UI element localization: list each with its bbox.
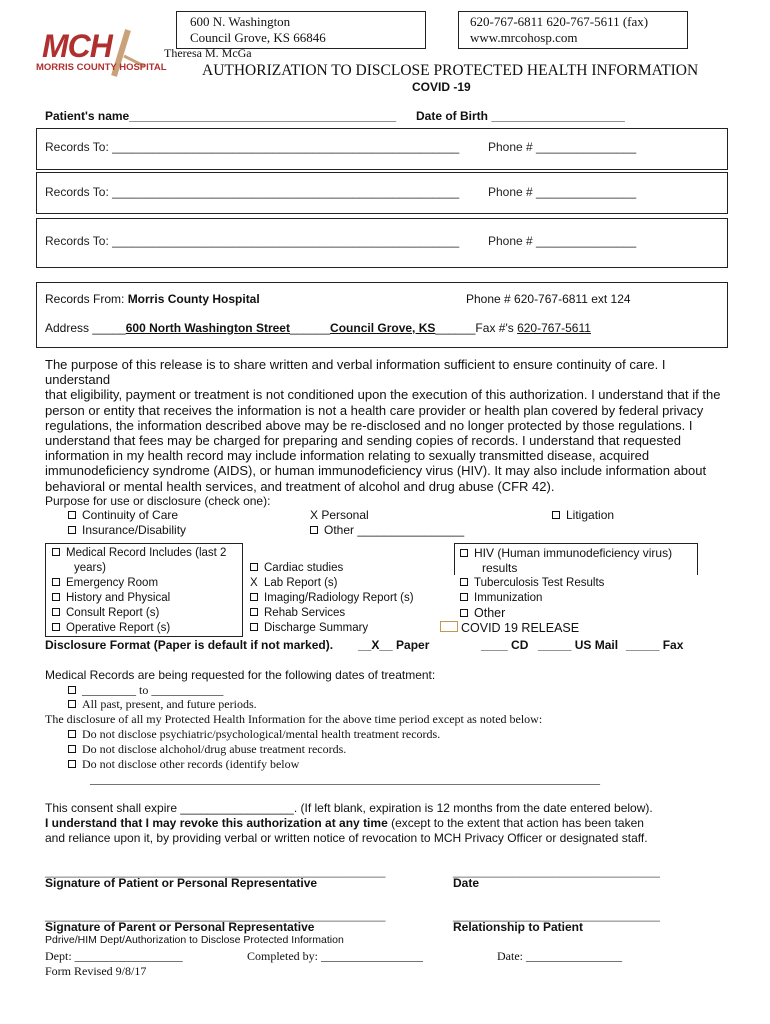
all-text: All past, present, and future periods. (82, 697, 257, 711)
records-to-phone-field[interactable]: Phone # _______________ (488, 185, 637, 199)
consent-notice: and reliance upon it, by providing verbal or written notice of revocation to MCH Privacy Officer or designated staff. (45, 831, 648, 845)
purpose-continuity[interactable] (68, 508, 178, 522)
date-label: Date (453, 876, 480, 890)
checkbox[interactable] (68, 526, 76, 534)
format-cd[interactable]: ____ CD (481, 638, 529, 652)
paragraph-line: understand that fees may be charged for preparing and sending copies of records. I understand that requested (45, 433, 681, 449)
format-paper[interactable]: __X__ Paper (358, 638, 430, 652)
address-line-2: Council Grove, KS 66846 (190, 30, 326, 45)
address-street: 600 North Washington Street (125, 321, 290, 335)
records-to-field[interactable]: Records To: ____________________________________________________ (45, 185, 460, 199)
item-label: Lab Report (s) (264, 577, 338, 589)
records-to-field[interactable]: Records To: ____________________________________________________ (45, 234, 460, 248)
record-type-item[interactable] (460, 591, 672, 606)
format-mail[interactable]: _____ US Mail (538, 638, 619, 652)
exclude-drug[interactable] (68, 742, 346, 757)
dates-all[interactable] (68, 697, 257, 712)
record-types-col1 (52, 546, 226, 636)
records-from-phone: Phone # 620-767-6811 ext 124 (466, 292, 631, 306)
records-from-row (45, 292, 260, 306)
hospital-logo (36, 26, 166, 84)
purpose-other[interactable] (310, 523, 464, 537)
dates-intro: Medical Records are being requested for the following dates of treatment: (45, 668, 436, 682)
item-label: years) (74, 562, 106, 574)
footer-dept[interactable]: Dept: __________________ (45, 949, 183, 963)
checkbox[interactable] (68, 511, 76, 519)
address-city: Council Grove, KS (330, 321, 436, 335)
dates-range[interactable] (68, 683, 223, 698)
purpose-litigation[interactable] (552, 508, 614, 522)
record-type-item[interactable] (250, 591, 414, 606)
record-type-item[interactable] (460, 606, 672, 621)
except-line: The disclosure of all my Protected Health Information for the above time period except as noted below: (45, 712, 543, 726)
phone-line: 620-767-6811 620-767-5611 (fax) (470, 14, 649, 29)
item-label: Imaging/Radiology Report (s) (264, 592, 414, 604)
identify-line[interactable]: _____________________________________________________________________________________ (90, 772, 600, 786)
record-type-item[interactable] (52, 576, 226, 591)
revoke-rest: (except to the extent that action has been taken (387, 816, 644, 830)
address-mid: ______ (289, 321, 331, 335)
paragraph-line: information in my health record may include information relating to sexually transmitted disease, acquired (45, 448, 650, 464)
page-title: AUTHORIZATION TO DISCLOSE PROTECTED HEALTH INFORMATION (202, 62, 699, 79)
option-text: Do not disclose other records (identify below (82, 757, 300, 771)
purpose-label: Insurance/Disability (82, 523, 187, 537)
range-text: _________ to ____________ (82, 683, 224, 697)
item-label: HIV (Human immunodeficiency virus) (474, 546, 673, 560)
purpose-personal[interactable]: X Personal (310, 508, 369, 522)
dob-field[interactable]: Date of Birth ____________________ (416, 109, 625, 123)
record-type-item[interactable] (52, 606, 226, 621)
purpose-heading: Purpose for use or disclosure (check one): (45, 494, 271, 508)
item-label: History and Physical (66, 592, 171, 604)
exclude-other[interactable] (68, 757, 299, 772)
revoke-bold: I understand that I may revoke this authorization at any time (45, 816, 388, 830)
sig-parent-label: Signature of Parent or Personal Representative (45, 920, 315, 934)
records-from-address (45, 321, 591, 335)
record-type-item (52, 561, 226, 576)
records-from-value: Morris County Hospital (127, 292, 260, 306)
footer-revised: Form Revised 9/8/17 (45, 964, 147, 978)
relationship-line[interactable]: _______________________________ (453, 908, 660, 922)
footer-completed[interactable]: Completed by: _________________ (247, 949, 423, 963)
signature-line[interactable]: ___________________________________________________ (45, 864, 386, 878)
address-suffix: ______Fax #'s (435, 321, 518, 335)
paragraph-line: that eligibility, payment or treatment is not conditioned upon the execution of this authorization. I understand that if the (45, 387, 721, 403)
paragraph-line: regulations, the information described above may be re-disclosed and no longer protected by those regulations. I (45, 417, 693, 433)
checked-mark: X (250, 577, 258, 589)
item-label: Immunization (474, 592, 543, 604)
paragraph-line: The purpose of this release is to share written and verbal information sufficient to ensure continuity of care. I understand (45, 357, 666, 388)
consent-revoke (45, 816, 644, 830)
disclosure-format-label: Disclosure Format (Paper is default if not marked). (45, 638, 334, 652)
web-line: www.mrcohosp.com (470, 30, 578, 45)
record-types-col2 (250, 561, 414, 636)
paragraph-line: person or entity that receives the information is not a health care provider or health plan covered by federal privacy (45, 402, 704, 418)
footer-path: Pdrive/HIM Dept/Authorization to Disclose Protected Information (45, 934, 344, 946)
purpose-insurance[interactable] (68, 523, 186, 537)
item-label: Other (474, 606, 506, 620)
checkbox[interactable] (552, 511, 560, 519)
records-from-label: Records From: (45, 292, 128, 306)
purpose-paragraph (45, 357, 725, 494)
item-label: COVID 19 RELEASE (461, 621, 580, 635)
item-label: Emergency Room (66, 577, 159, 589)
item-label: Consult Report (s) (66, 607, 160, 619)
record-type-item[interactable] (460, 576, 672, 591)
item-label: Rehab Services (264, 607, 346, 619)
fax-number: 620-767-5611 (517, 321, 591, 335)
purpose-label: Other ________________ (324, 523, 465, 537)
signature-line[interactable]: ___________________________________________________ (45, 908, 386, 922)
item-label: Operative Report (s) (66, 622, 171, 634)
records-to-phone-field[interactable]: Phone # _______________ (488, 140, 637, 154)
item-label: Discharge Summary (264, 622, 369, 634)
footer-date[interactable]: Date: ________________ (497, 949, 622, 963)
record-types-col3 (460, 546, 672, 636)
item-label: results (482, 561, 518, 575)
paragraph-line: behavioral or mental health services, and treatment of alcohol and drug abuse (CFR 42). (45, 478, 555, 494)
record-type-item (460, 561, 672, 576)
record-type-item[interactable] (440, 621, 672, 636)
record-type-item[interactable] (250, 621, 414, 636)
relationship-label: Relationship to Patient (453, 920, 584, 934)
logo-subtitle: MORRIS COUNTY HOSPITAL (36, 62, 167, 73)
option-text: Do not disclose alchohol/drug abuse treatment records. (82, 742, 347, 756)
format-fax[interactable]: _____ Fax (626, 638, 684, 652)
date-line[interactable]: _______________________________ (453, 864, 660, 878)
sig-patient-label: Signature of Patient or Personal Representative (45, 876, 318, 890)
records-to-phone-field[interactable]: Phone # _______________ (488, 234, 637, 248)
consent-expire: This consent shall expire _________________. (If left blank, expiration is 12 months from the date entered below). (45, 801, 653, 815)
paragraph-line: immunodeficiency syndrome (AIDS), or human immunodeficiency virus (HIV). It may also include information about (45, 463, 707, 479)
item-label: Tuberculosis Test Results (474, 577, 605, 589)
address-line-1: 600 N. Washington (190, 14, 291, 29)
record-type-item[interactable] (52, 621, 226, 636)
record-type-item[interactable] (250, 606, 414, 621)
logo-text: MCH (42, 28, 112, 64)
purpose-label: Litigation (566, 508, 615, 522)
patient-name-field[interactable]: Patient's name________________________________________ (45, 109, 397, 123)
purpose-label: Continuity of Care (82, 508, 179, 522)
records-to-field[interactable]: Records To: ____________________________________________________ (45, 140, 460, 154)
record-type-item[interactable] (250, 561, 414, 576)
option-text: Do not disclose psychiatric/psychological/mental health treatment records. (82, 727, 441, 741)
item-label: Cardiac studies (264, 562, 344, 574)
checkbox[interactable] (310, 526, 318, 534)
exclude-psych[interactable] (68, 727, 440, 742)
record-type-item[interactable] (250, 576, 414, 591)
name-overlap: Theresa M. McGa (164, 46, 252, 60)
page-subtitle: COVID -19 (412, 80, 471, 94)
covid-checkbox[interactable] (440, 621, 458, 632)
item-label: Medical Record Includes (last 2 (66, 547, 227, 559)
address-prefix: Address _____ (45, 321, 126, 335)
record-type-item[interactable] (52, 591, 226, 606)
record-type-item[interactable] (52, 546, 226, 561)
record-type-item[interactable] (460, 546, 672, 561)
